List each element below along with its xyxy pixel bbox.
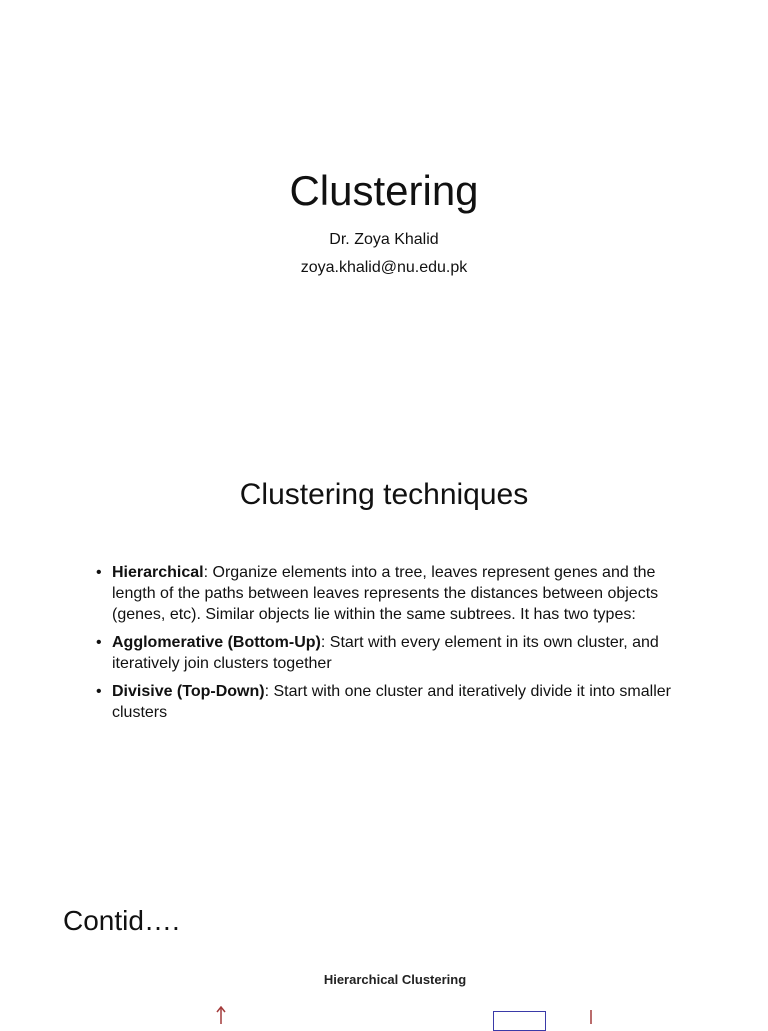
bullet-text: : Organize elements into a tree, leaves represent genes and the length of the paths between leaves represents the distances between objects (genes, etc). Similar objects lie within the same subtrees. It has two types: [112,564,659,623]
author-email: zoya.khalid@nu.edu.pk [300,259,468,276]
slide-title: Contid…. [63,905,180,936]
bullet-icon: • [96,564,102,581]
up-arrow-icon [214,1006,228,1024]
bullet-list [96,562,696,730]
bullet-icon: • [96,634,102,651]
title-slide [0,0,768,432]
bullet-hierarchical [96,562,696,625]
figure-box [493,1011,546,1031]
bullet-text: : Start with every element in its own cluster, and iteratively join clusters together [112,634,659,672]
slide-title: Clustering techniques [239,478,529,511]
techniques-slide [0,432,768,864]
figure-title: Hierarchical Clustering [323,972,467,987]
contid-slide [0,864,768,1024]
bullet-text: : Start with one cluster and iteratively divide it into smaller clusters [112,683,671,721]
bullet-divisive [96,681,696,723]
bullet-agglomerative [96,632,696,674]
bullet-term: Hierarchical [112,564,204,581]
bullet-term: Agglomerative (Bottom-Up) [112,634,321,651]
bullet-term: Divisive (Top-Down) [112,683,265,700]
slide-title: Clustering [289,167,479,214]
line-marker-icon [585,1010,597,1024]
author-name: Dr. Zoya Khalid [329,231,439,248]
bullet-icon: • [96,683,102,700]
